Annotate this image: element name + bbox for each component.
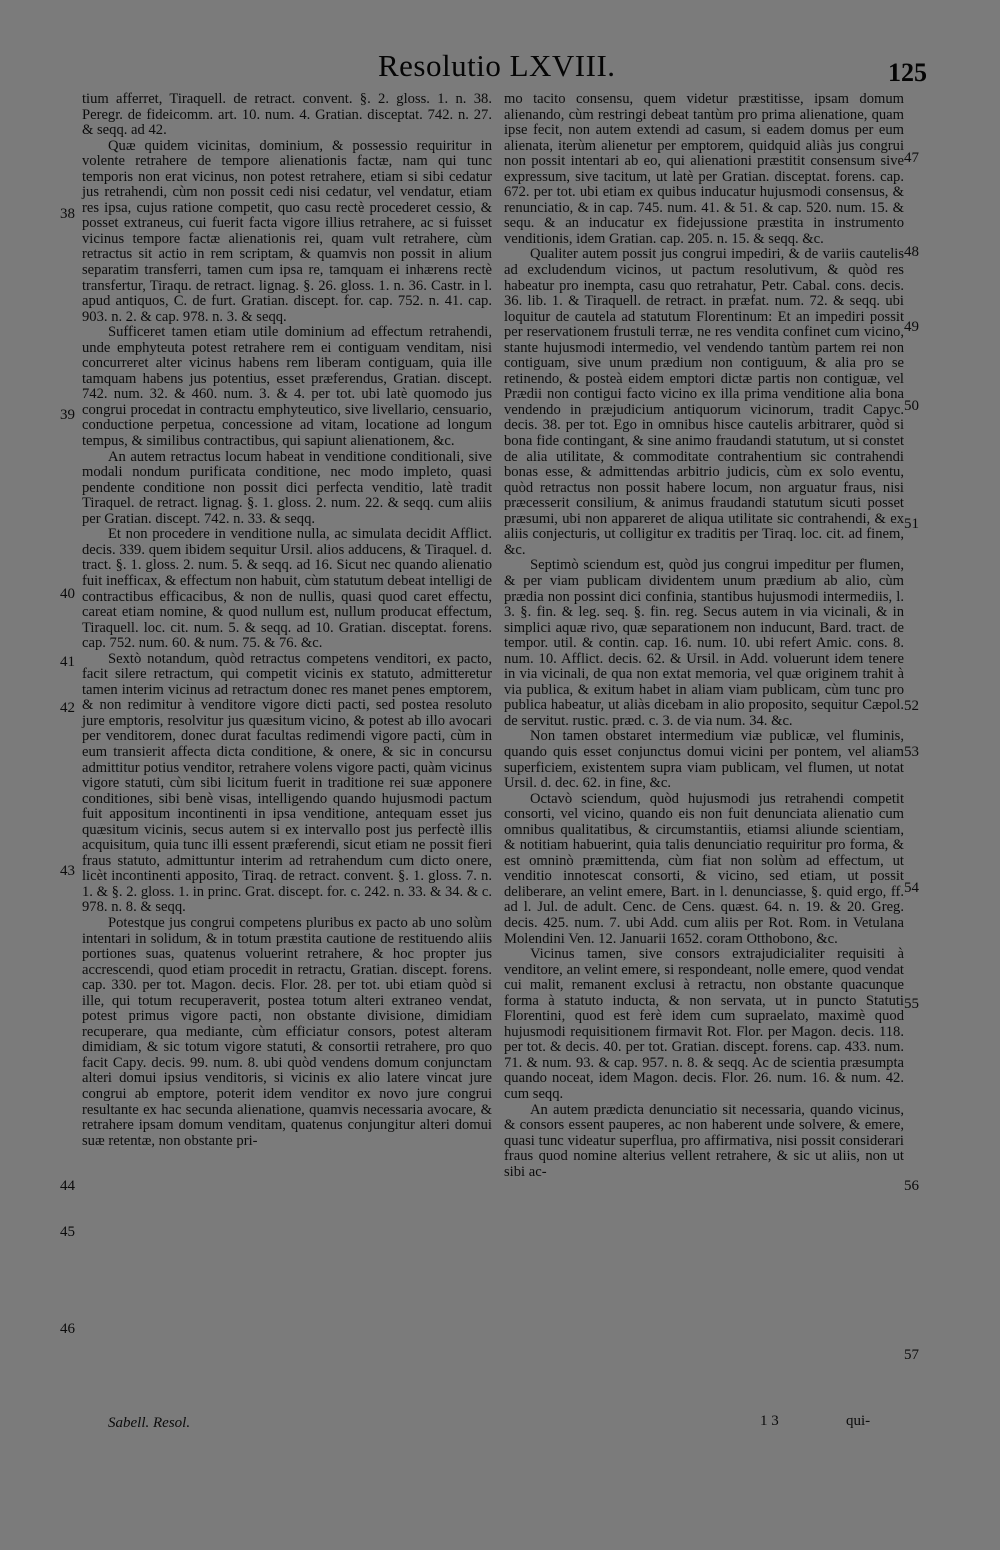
margin-number: 55	[904, 996, 919, 1012]
paragraph: Qualiter autem possit jus congrui impediri, & de variis cautelis ad excludendum vicinos, ut pactum resolutivum, & quòd res habeatur pro inempta, casu quo retrahatur, Petr. Cabal. cons. decis. 36. lib. 1. & Tiraquell. de retract. in præfat. num. 72. & seqq. ubi loquitur de cautela ad statutum Florentinum: Et an impediri possit per reservationem frustuli terræ, ne res vendita confinet cum vicino, stante hujusmodi intermedio, vel vendendo tantùm partem rei non contiguam, sive unum prædium non contiguum, & alia pro se retinendo, & posteà eidem emptori dictæ partis non contiguæ, vel Prædii non contigui facto vicino ex illa prima venditione alia bona vendendo in præjudicium antiquorum vicinorum, tradit Capyc. decis. 38. per tot. Ego in omnibus hisce cautelis arbitrarer, quòd si bona fide contingant, & sine animo fraudandi statutum, ut si constet de alia utilitate, & commoditate contrahentium sic contrahendi bonas esse, & admittendas arbitrio judicis, cùm ex solo eventu, quòd retractus non possit habere locum, non arguatur fraus, nisi præcesserit consilium, & animus fraudandi statutum sicuti posset præsumi, ubi non appareret de aliqua utilitate sic contrahendi, & ex aliis conjecturis, ut colligitur ex traditis per Tiraq. loc. cit. ad finem, &c.	[504, 246, 904, 558]
page-header	[0, 48, 1000, 88]
margin-number: 53	[904, 744, 919, 760]
margin-number: 39	[60, 407, 75, 423]
margin-number: 56	[904, 1178, 919, 1194]
page-number: 125	[888, 58, 927, 87]
paragraph: Octavò sciendum, quòd hujusmodi jus retrahendi competit consorti, vel vicino, quando eis non fuit denunciata alienatio cum omnibus qualitatibus, & circumstantiis, etiamsi aliunde scientiam, & notitiam habuerint, quia talis denunciatio requiritur pro forma, & est omninò præmittenda, cùm fiat non solùm ad effectum, ut venditio innotescat consorti, & vicino, sed etiam, ut possit deliberare, an velint emere, Bart. in l. denunciasse, §. quid ergo, ff. ad l. Jul. de adult. Cenc. de Cens. quæst. 64. n. 19. & 20. Greg. decis. 425. num. 7. ubi Add. cum aliis per Rot. Rom. in Vetulana Molendini Ven. 12. Januarii 1652. coram Otthobono, &c.	[504, 790, 904, 947]
margin-number: 46	[60, 1321, 75, 1337]
margin-number: 42	[60, 700, 75, 716]
margin-number: 41	[60, 654, 75, 670]
margin-number: 50	[904, 398, 919, 414]
margin-number: 57	[904, 1347, 919, 1363]
margin-number: 52	[904, 698, 919, 714]
margin-number: 38	[60, 206, 75, 222]
margin-number: 51	[904, 516, 919, 532]
paragraph: Septimò sciendum est, quòd jus congrui impeditur per flumen, & per viam publicam dividentem unum prædium ab alio, cùm prædia non possint dici confinia, stantibus hujusmodi intermediis, l. 3. §. fin. & leg. seq. §. fin. reg. Secus autem in via vicinali, & in simplici aquæ rivo, quæ separationem non inducunt, Bard. tract. de tempor. util. & contin. cap. 16. num. 10. ubi refert Amic. cons. 8. num. 10. Afflict. decis. 62. & Ursil. in Add. voluerunt idem tenere in via vicinali, de qua non extat memoria, vel quæ originem trahit à via publica, & exitum habet in aliam viam publicam, cùm tunc pro publica habeatur, ut aliàs dicebam in alio proposito, sequitur Cæpol. de servitut. rustic. præd. c. 3. de via num. 34. &c.	[504, 557, 904, 729]
right-column	[504, 92, 904, 1180]
footer-catchword: qui-	[846, 1413, 871, 1429]
margin-number: 49	[904, 319, 919, 335]
margin-number: 40	[60, 586, 75, 602]
margin-number: 47	[904, 150, 919, 166]
paragraph: Sextò notandum, quòd retractus competens venditori, ex pacto, facit silere retractum, qui competit vicinis ex statuto, admitteretur tamen interim vicinus ad retractum donec res manet penes emptorem, & non redimitur à venditore vigore dicti pacti, sed postea resoluto jure emptoris, resolvitur jus quæsitum vicino, & potest ab illo avocari per venditorem, donec durat facultas redimendi vigore pacti, cùm in eum transierit affecta dicta conditione, & onere, & sic in concursu admittitur potius venditor, retrahere volens vigore pacti, quàm vicinus vigore statuti, cùm sibi licitum fuerit in traditione rei suæ apponere conditiones, sibi benè visas, intelligendo quando hujusmodi pactum fuit appositum incontinenti in ipsa venditione, antequam esset jus quæsitum vicinis, secus autem si ex intervallo post jus perfectè illis acquisitum, quia tunc illi essent præferendi, sicut etiam ne possit fieri fraus statuto, admittuntur interim ad retrahendum cum dicto onere, licèt incontinenti apposito, Tiraq. de retract. convent. §. 1. gloss. 7. n. 1. & §. 2. gloss. 1. in princ. Grat. discept. for. c. 242. n. 33. & 34. & c. 978. n. 8. & seqq.	[82, 650, 492, 916]
footer-signature: Sabell. Resol.	[108, 1415, 191, 1431]
paragraph: Vicinus tamen, sive consors extrajudicialiter requisiti à venditore, an velint emere, si respondeant, nolle emere, quod vendat cui malit, remanent exclusi à retractu, non obstante quacunque forma à statuto inducta, & non servata, ut in puncto Statuti Florentini, quod est ferè idem cum supraelato, maximè quod hujusmodi requisitionem firmavit Rot. Flor. per Magon. decis. 118. per tot. & decis. 40. per tot. Gratian. discept. forens. cap. 433. num. 71. & num. 93. & cap. 957. n. 8. & seqq. Ac de scientia præsumpta quando noceat, idem Magon. decis. Flor. 26. num. 16. & num. 42. cum seqq.	[504, 946, 904, 1102]
paragraph: Potestque jus congrui competens pluribus ex pacto ab uno solùm intentari in solidum, & in totum præstita cautione de restituendo aliis portiones suas, quatenus voluerint retrahere, & hoc propter jus accrescendi, quod etiam procedit in retractu, Gratian. discept. forens. cap. 330. per tot. Magon. decis. Flor. 28. per tot. ubi etiam quòd si ille, qui totum recuperaverit, postea totum alteri extraneo vendat, potest primus vigore pacti, non obstante divisione, dimidiam recuperare, qua mediante, cùm efficiatur consors, potest alteram dimidiam, & sic totum vigore statuti, & consortii retrahere, pro quo facit Capy. decis. 99. num. 8. ubi quòd vendens domum conjunctam alteri domui ipsius venditoris, si vicinis ex alio latere vincat jure congrui ab emptore, poterit idem venditor ex novo jure congrui resultante ex hac secunda alienatione, quamvis necessaria avocare, & retrahere ipsam domum venditam, quatenus conjungitur alteri domui suæ retentæ, non obstante pri-	[82, 914, 492, 1149]
paragraph: Sufficeret tamen etiam utile dominium ad effectum retrahendi, unde emphyteuta potest retrahere rem ei contiguam venditam, nisi concurreret alter vicinus habens rem liberam contiguam, quia ille tamquam habens jus potentius, esset præferendus, Gratian. discept. 742. num. 32. & 460. num. 3. & 4. per tot. ubi latè quomodo jus congrui procedat in contractu emphyteutico, sive livellario, censuario, conductione perpetua, concessione ad vitam, locatione ad longum tempus, & similibus contractibus, qui sapiunt alienationem, &c.	[82, 324, 492, 450]
footer-signature-mark: 1 3	[760, 1413, 779, 1429]
paragraph: Et non procedere in venditione nulla, ac simulata decidit Afflict. decis. 339. quem ibidem sequitur Ursil. alios adducens, & Tiraquel. d. tract. §. 1. gloss. 2. num. 5. & seqq. ad 16. Sicut nec quando alienatio fuit inefficax, & effectum non habuit, cùm statutum debeat intelligi de contractibus efficacibus, & non de nullis, quasi quod caret effectu, careat etiam nomine, & quod nullum est, nullum producat effectum, Tiraquell. loc. cit. num. 5. & seqq. ad 10. Gratian. disceptat. forens. cap. 752. num. 60. & num. 75. & 76. &c.	[82, 526, 492, 652]
page-title: Resolutio LXVIII.	[378, 48, 616, 83]
margin-number: 44	[60, 1178, 75, 1194]
left-column	[82, 92, 492, 1149]
paragraph: Non tamen obstaret intermedium viæ publicæ, vel fluminis, quando quis esset conjunctus domui vicini per pontem, vel aliam superficiem, existentem supra viam publicam, vel flumen, ut notat Ursil. d. dec. 62. in fine, &c.	[504, 728, 904, 792]
margin-number: 45	[60, 1224, 75, 1240]
margin-number: 43	[60, 863, 75, 879]
paragraph: tium afferret, Tiraquell. de retract. convent. §. 2. gloss. 1. n. 38. Peregr. de fideicomm. art. 10. num. 4. Gratian. disceptat. 742. n. 27. & seqq. ad 42.	[82, 91, 492, 139]
margin-number: 48	[904, 244, 919, 260]
paragraph: An autem retractus locum habeat in venditione conditionali, sive modali nondum purificata conditione, nec modo impleto, quasi pendente conditione non possit dici perfecta venditio, latè tradit Tiraquel. de retract. lignag. §. 1. gloss. 2. num. 22. & seqq. cum aliis per Gratian. discept. 742. n. 33. & seqq.	[82, 448, 492, 527]
paragraph: Quæ quidem vicinitas, dominium, & possessio requiritur in volente retrahere de tempore alienationis factæ, nam qui tunc temporis non erat vicinus, non potest retrahere, etiam si sibi cedatur jus retrahendi, cùm non possit cedi nisi cedatur, vel vendatur, etiam res ipsa, cujus ratione competit, quo casu rectè procederet cessio, & posset extraneus, cui fuerit facta vigore illius retrahere, ac si fuisset vicinus tempore factæ alienationis rei, quam vult retrahere, cùm retractus sit actio in rem scriptam, & quamvis non possit in alium separatim transferri, tamen cum ipsa re, tamquam ei inhærens rectè transfertur, Tiraqu. de retract. lignag. §. 26. gloss. 1. n. 36. Castr. in l. apud antiquos, C. de furt. Gratian. discept. for. cap. 752. n. 41. cap. 903. n. 2. & cap. 978. n. 3. & seqq.	[82, 137, 492, 325]
paragraph: mo tacito consensu, quem videtur præstitisse, ipsam domum alienando, cùm restringi debeat tantùm pro prima alienatione, quam ipse fecit, non autem extendi ad casum, si eadem domus per eum alienata, iterùm alienetur per emptorem, quidquid aliàs jus congrui non possit intentari ab eo, qui alienationi præstitit consensum sive expressum, sive tacitum, ut latè per Gratian. disceptat. forens. cap. 672. per tot. ubi etiam ex quibus inducatur hujusmodi consensus, & renunciatio, & in cap. 745. num. 41. & 51. & cap. 520. num. 15. & sequ. & an inducatur ex fidejussione præstita in instrumento venditionis, idem Gratian. cap. 205. n. 15. & seqq. &c.	[504, 91, 904, 247]
margin-number: 54	[904, 880, 919, 896]
paragraph: An autem prædicta denunciatio sit necessaria, quando vicinus, & consors essent pauperes, ac non haberent unde solvere, & emere, quasi tunc videatur superflua, pro affirmativa, nisi possit considerari fraus quod nomine alterius vellent retrahere, & sic ut aliis, non ut sibi ac-	[504, 1101, 904, 1180]
